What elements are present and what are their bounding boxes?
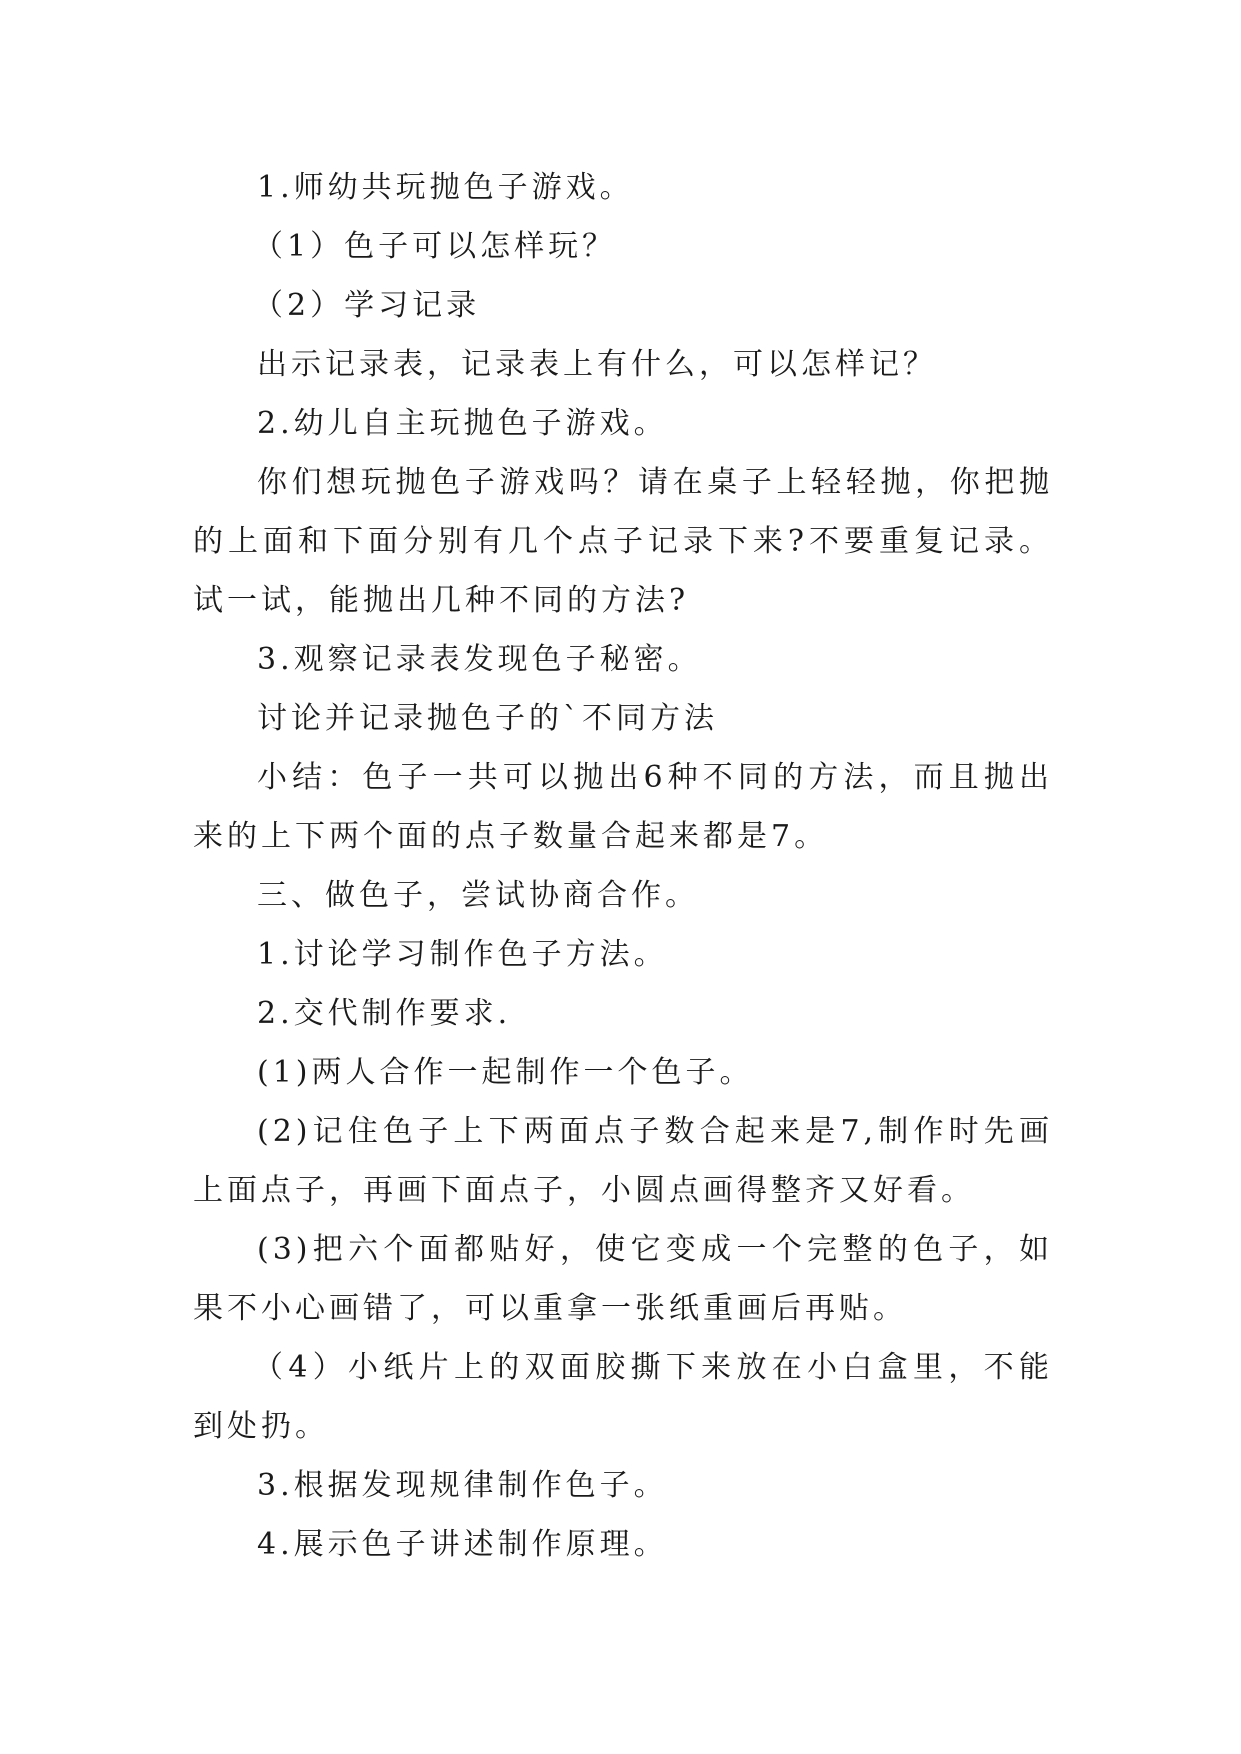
paragraph-discuss: 讨论并记录抛色子的`不同方法 [257,701,718,736]
paragraph-section-3: 三、做色子，尝试协商合作。 [257,878,699,913]
paragraph-summary: 小结：色子一共可以抛出6种不同的方法，而且抛出来的上下两个面的点子数量合起来都是7。 [193,760,1053,854]
paragraph-step-3: 3.观察记录表发现色子秘密。 [257,642,702,677]
paragraph-play-instructions: 你们想玩抛色子游戏吗？请在桌子上轻轻抛，你把抛的上面和下面分别有几个点子记录下来?不要重复记录。试一试，能抛出几种不同的方法? [193,465,1053,618]
paragraph-requirement-4: （4）小纸片上的双面胶撕下来放在小白盒里，不能到处扔。 [193,1350,1053,1444]
paragraph-make-step-3: 3.根据发现规律制作色子。 [257,1468,668,1503]
paragraph-requirement-1: (1)两人合作一起制作一个色子。 [257,1055,754,1090]
paragraph-sub-1: （1）色子可以怎样玩？ [253,229,617,264]
paragraph-step-1: 1.师幼共玩抛色子游戏。 [257,170,634,205]
paragraph-requirement-3: (3)把六个面都贴好，使它变成一个完整的色子，如果不小心画错了，可以重拿一张纸重画后再贴。 [193,1232,1053,1326]
paragraph-make-step-4: 4.展示色子讲述制作原理。 [257,1527,668,1562]
paragraph-make-step-2: 2.交代制作要求. [257,996,512,1031]
paragraph-requirement-2: (2)记住色子上下两面点子数合起来是7,制作时先画上面点子，再画下面点子，小圆点画得整齐又好看。 [193,1114,1053,1208]
paragraph-sub-2: （2）学习记录 [253,288,481,323]
paragraph-record-table: 出示记录表，记录表上有什么，可以怎样记？ [257,347,937,382]
paragraph-make-step-1: 1.讨论学习制作色子方法。 [257,937,668,972]
paragraph-step-2: 2.幼儿自主玩抛色子游戏。 [257,406,668,441]
document-body [193,158,1053,1574]
